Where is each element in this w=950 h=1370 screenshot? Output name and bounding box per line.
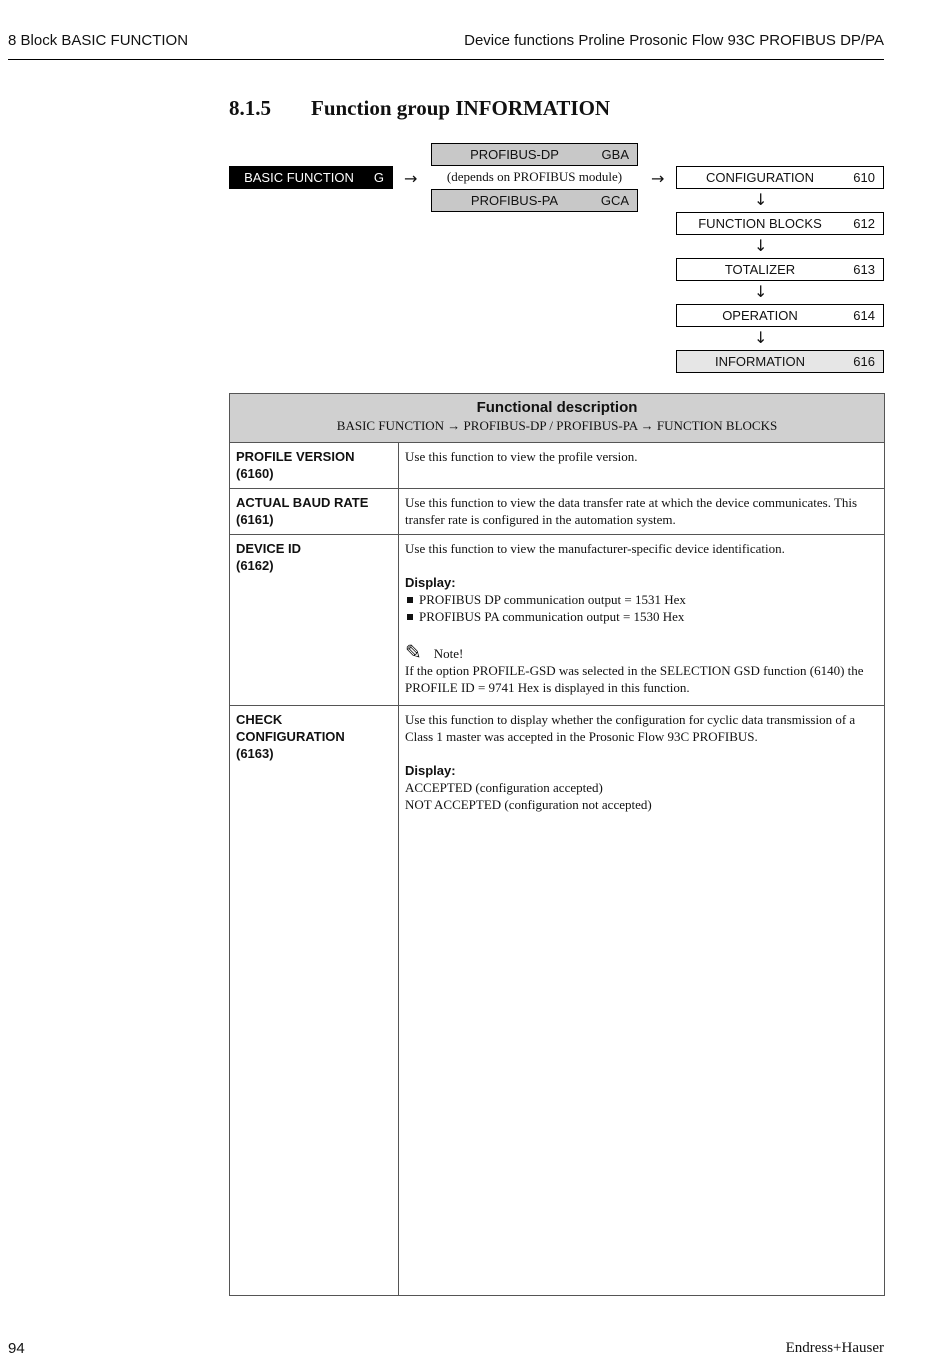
basic-function-code: G <box>373 170 384 185</box>
arrow-right-2: → <box>651 169 665 188</box>
group-code: 612 <box>853 216 875 231</box>
function-desc-cell <box>405 494 879 528</box>
function-desc: Use this function to view the data transfer rate at which the device communicates. This transfer rate is configured in the automation system. <box>405 495 858 527</box>
section-heading: Function group INFORMATION <box>311 96 611 120</box>
pencil-note-icon: ✎ <box>405 640 422 664</box>
bullet-item: PROFIBUS PA communication output = 1530 Hex <box>405 608 879 625</box>
group-operation-box <box>676 304 884 327</box>
function-name-cell <box>236 711 391 762</box>
bullet-item: PROFIBUS DP communication output = 1531 Hex <box>405 591 879 608</box>
arrow-right-1: → <box>404 169 418 188</box>
note-heading <box>405 642 879 662</box>
group-label: OPERATION <box>722 308 798 323</box>
group-code: 616 <box>853 354 875 369</box>
function-name-cell <box>236 494 391 528</box>
row-divider <box>230 705 884 706</box>
function-name: CHECK CONFIGURATION <box>236 712 345 744</box>
table-header <box>230 394 884 443</box>
function-desc-cell <box>405 540 879 696</box>
function-name-cell <box>236 540 391 574</box>
brand-name: Endress+Hauser <box>785 1340 884 1356</box>
profibus-dp-label: PROFIBUS-DP <box>470 147 559 162</box>
function-desc: Use this function to view the profile version. <box>405 449 638 464</box>
function-desc-cell <box>405 711 879 813</box>
table-path: BASIC FUNCTION → PROFIBUS-DP / PROFIBUS-PA → FUNCTION BLOCKS <box>336 418 778 433</box>
group-code: 613 <box>853 262 875 277</box>
table-title: Functional description <box>476 399 638 416</box>
group-configuration-box <box>676 166 884 189</box>
header-chapter: 8 Block BASIC FUNCTION <box>8 32 189 49</box>
row-divider <box>230 534 884 535</box>
function-code: (6161) <box>236 512 274 527</box>
arrow-down-1: ↓ <box>754 190 768 209</box>
note-label: Note! <box>433 646 464 661</box>
group-label: INFORMATION <box>714 354 806 369</box>
display-label: Display: <box>405 575 456 590</box>
function-desc-cell <box>405 448 879 465</box>
profibus-dp-box <box>431 143 638 166</box>
depends-note: (depends on PROFIBUS module) <box>446 169 623 184</box>
function-name: ACTUAL BAUD RATE <box>236 495 369 510</box>
group-information-box <box>676 350 884 373</box>
header-document-title: Device functions Proline Prosonic Flow 93C PROFIBUS DP/PA <box>464 32 884 49</box>
function-name-cell <box>236 448 391 482</box>
profibus-dp-code: GBA <box>601 147 629 162</box>
group-totalizer-box <box>676 258 884 281</box>
function-code: (6160) <box>236 466 274 481</box>
arrow-down-3: ↓ <box>754 282 768 301</box>
function-name: PROFILE VERSION <box>236 449 355 464</box>
profibus-pa-code: GCA <box>600 193 629 208</box>
display-option: NOT ACCEPTED (configuration not accepted) <box>405 797 652 812</box>
function-code: (6162) <box>236 558 274 573</box>
functional-description-table <box>229 393 885 1296</box>
function-desc: Use this function to view the manufacturer-specific device identification. <box>405 541 785 556</box>
profibus-pa-label: PROFIBUS-PA <box>470 193 559 208</box>
column-divider <box>398 443 399 1295</box>
function-code: (6163) <box>236 746 274 761</box>
basic-function-box <box>229 166 393 189</box>
arrow-down-4: ↓ <box>754 328 768 347</box>
group-label: TOTALIZER <box>724 262 796 277</box>
group-label: CONFIGURATION <box>705 170 815 185</box>
display-label: Display: <box>405 763 456 778</box>
profibus-pa-box <box>431 189 638 212</box>
display-option: ACCEPTED (configuration accepted) <box>405 780 603 795</box>
basic-function-label: BASIC FUNCTION <box>244 170 354 185</box>
group-label: FUNCTION BLOCKS <box>698 216 822 231</box>
page-number: 94 <box>8 1340 25 1357</box>
section-number: 8.1.5 <box>229 96 271 120</box>
page-header <box>8 30 884 60</box>
function-name: DEVICE ID <box>236 541 302 556</box>
note-text: If the option PROFILE-GSD was selected in the SELECTION GSD function (6140) the PROFILE ID = 9741 Hex is displayed in this function. <box>405 663 864 695</box>
function-desc: Use this function to display whether the configuration for cyclic data transmission of a Class 1 master was accepted in the Prosonic Flow 93C PROFIBUS. <box>405 712 856 744</box>
arrow-down-2: ↓ <box>754 236 768 255</box>
group-function-blocks-box <box>676 212 884 235</box>
group-code: 610 <box>853 170 875 185</box>
section-title <box>229 96 610 121</box>
group-code: 614 <box>853 308 875 323</box>
row-divider <box>230 488 884 489</box>
